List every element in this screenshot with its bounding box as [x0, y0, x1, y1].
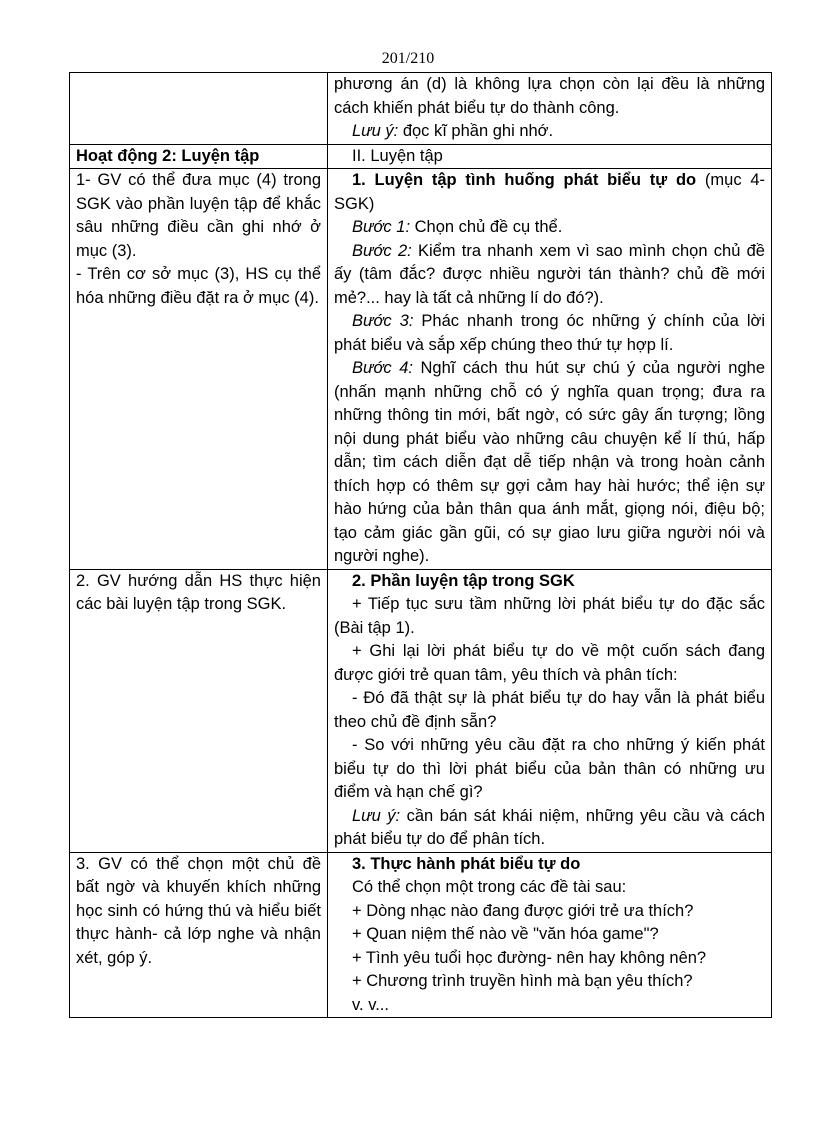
content-cell [328, 73, 772, 145]
subsection-title-bold: 2. Phần luyện tập trong SGK [352, 571, 575, 590]
step-label: Bước 1: [352, 218, 411, 236]
teacher-activity-cell [70, 169, 328, 570]
list-item: + Chương trình truyền hình mà bạn yêu thích? [352, 972, 693, 990]
content-cell [328, 569, 772, 852]
paragraph: 2. GV hướng dẫn HS thực hiện các bài luyện tập trong SGK. [76, 571, 321, 613]
list-item: v. v... [352, 995, 389, 1014]
list-item: + Dòng nhạc nào đang được giới trẻ ưa thích? [352, 901, 694, 920]
content-cell [328, 144, 772, 169]
table-row [70, 569, 772, 852]
step [334, 357, 765, 569]
paragraph: 1- GV có thể đưa mục (4) trong SGK vào phần luyện tập để khắc sâu những điều cần ghi nhớ ở mục (3). [76, 171, 321, 260]
subsection-title [334, 853, 765, 877]
step [334, 310, 765, 357]
section-heading: II. Luyện tập [352, 146, 443, 165]
subsection-title-rest: (mục 4- SGK) [334, 171, 765, 213]
content-cell [328, 852, 772, 1018]
teacher-activity-cell [70, 569, 328, 852]
list-item: - Đó đã thật sự là phát biểu tự do hay vẫn là phát biểu theo chủ đề định sẵn? [334, 689, 765, 731]
subsection-title-bold: 3. Thực hành phát biểu tự do [352, 854, 581, 873]
page-number: 201/210 [381, 50, 435, 67]
step [334, 240, 765, 311]
subsection-title-bold: 1. Luyện tập tình huống phát biểu tự do [352, 171, 697, 189]
step-text: Nghĩ cách thu hút sự chú ý của người nghe (nhấn mạnh những chỗ có ý nghĩa quan trọng; đưa ra những thông tin mới, bất ngờ, có sức gây ấn tượng; lồng nội dung phát biểu vào những câu chuyện kể lí thú, hấp dẫn; tìm cách diễn đạt dễ tiếp nhận và trong hoàn cảnh thích hợp có thêm sự gợi cảm hay hài hước; thể iện sự hào hứng của bản thân qua ánh mắt, giọng nói, điệu bộ; tạo cảm giác gần gũi, có sự giao lưu giữa người nói và người nghe). [334, 359, 765, 565]
intro-text: Có thể chọn một trong các đề tài sau: [352, 878, 627, 896]
list-item: + Quan niệm thế nào về "văn hóa game"? [352, 925, 659, 943]
step-text: Chọn chủ đề cụ thể. [410, 218, 563, 236]
teacher-activity-cell [70, 144, 328, 169]
section-heading: Hoạt động 2: Luyện tập [76, 146, 260, 165]
note-text: đọc kĩ phần ghi nhớ. [398, 122, 554, 140]
note [334, 805, 765, 852]
note-text: cần bán sát khái niệm, những yêu cầu và cách phát biểu tự do để phân tích. [334, 806, 765, 848]
list-item: + Tình yêu tuổi học đường- nên hay không nên? [352, 948, 707, 967]
content-cell [328, 169, 772, 570]
note-label: Lưu ý: [352, 806, 401, 825]
paragraph: phương án (d) là không lựa chọn còn lại đều là những cách khiến phát biểu tự do thành công. [334, 75, 765, 117]
table-row [70, 144, 772, 169]
step-label: Bước 2: [352, 241, 412, 260]
teacher-activity-cell [70, 73, 328, 145]
step [334, 216, 765, 240]
step-label: Bước 4: [352, 359, 413, 377]
step-label: Bước 3: [352, 312, 414, 330]
teacher-activity-cell [70, 852, 328, 1018]
note [334, 120, 765, 144]
table-row [70, 169, 772, 570]
step-text: Kiểm tra nhanh xem vì sao mình chọn chủ đề ấy (tâm đắc? được nhiều người tán thành? chủ đề mới mẻ?... hay là tất cả những lí do đó?). [334, 241, 765, 307]
step-text: Phác nhanh trong óc những ý chính của lời phát biểu và sắp xếp chúng theo thứ tự hợp lí. [334, 312, 765, 354]
list-item: + Ghi lại lời phát biểu tự do về một cuốn sách đang được giới trẻ quan tâm, yêu thích và phân tích: [334, 642, 765, 684]
paragraph: - Trên cơ sở mục (3), HS cụ thể hóa những điều đặt ra ở mục (4). [76, 265, 321, 307]
lesson-table [69, 72, 772, 1018]
table-row [70, 852, 772, 1018]
subsection-title [334, 570, 765, 594]
list-item: - So với những yêu cầu đặt ra cho những ý kiến phát biểu tự do thì lời phát biểu của bản thân có những ưu điểm và hạn chế gì? [334, 736, 765, 801]
table-row [70, 73, 772, 145]
paragraph: 3. GV có thể chọn một chủ đề bất ngờ và khuyến khích những học sinh có hứng thú và hiểu biết thực hành- cả lớp nghe và nhận xét, góp ý. [76, 854, 321, 967]
note-label: Lưu ý: [352, 122, 399, 140]
list-item: + Tiếp tục sưu tầm những lời phát biểu tự do đặc sắc (Bài tập 1). [334, 595, 765, 637]
subsection-title [334, 169, 765, 216]
